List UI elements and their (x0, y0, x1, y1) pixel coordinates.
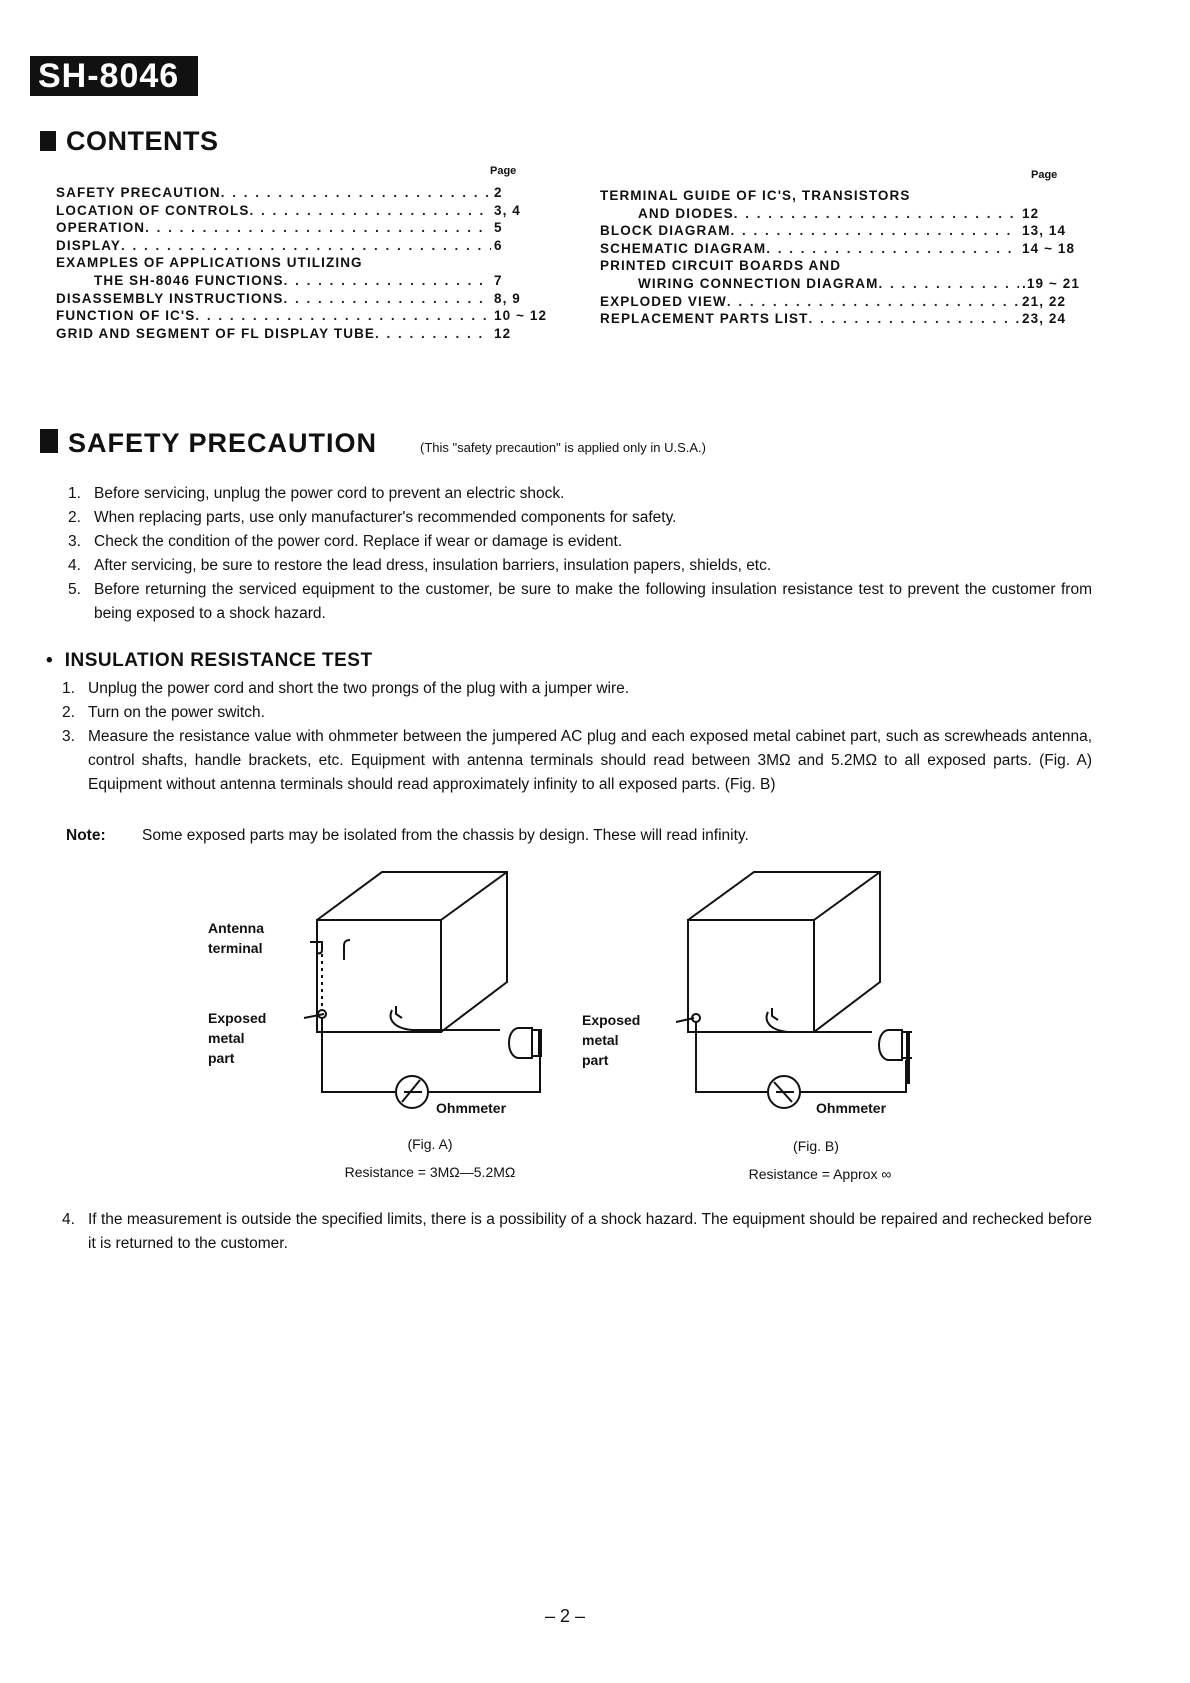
figure-a-diagram (300, 870, 570, 1110)
toc-leader (375, 325, 491, 343)
fig-a-exposed-label (208, 1008, 266, 1068)
toc-label: TERMINAL GUIDE OF IC'S, TRANSISTORS (600, 188, 911, 203)
item-number: 2. (68, 509, 81, 526)
toc-page: 12 (494, 325, 512, 341)
toc-page: 21, 22 (1022, 293, 1067, 309)
item-number: 1. (68, 485, 81, 502)
toc-label: THE SH-8046 FUNCTIONS (94, 272, 284, 288)
contents-left-list (56, 184, 556, 342)
antenna-label-line1: Antenna (208, 920, 264, 936)
insulation-title: INSULATION RESISTANCE TEST (64, 650, 373, 671)
toc-label: EXAMPLES OF APPLICATIONS UTILIZING (56, 255, 363, 271)
item-number: 5. (68, 581, 81, 598)
figure-b-diagram (676, 870, 936, 1110)
cabinet-front (688, 920, 814, 1032)
toc-leader (766, 240, 1019, 258)
toc-row (56, 219, 556, 237)
plug-icon (879, 1030, 902, 1060)
item-text: Before returning the serviced equipment to the customer, be sure to make the following insulation resistance test to prevent the customer from being exposed to a shock hazard. (94, 581, 1092, 622)
toc-label: BLOCK DIAGRAM (600, 223, 731, 239)
toc-label: DISPLAY (56, 237, 121, 253)
antenna-label-line2: terminal (208, 940, 263, 956)
toc-page: 7 (494, 272, 503, 288)
fig-b-caption: (Fig. B) (793, 1138, 839, 1154)
safety-heading (40, 428, 377, 459)
circuit-wire-right (426, 1056, 540, 1092)
contents-left-page-header: Page (490, 165, 517, 177)
bullet-icon: • (46, 650, 54, 671)
toc-row (56, 290, 556, 308)
toc-page: 10 ~ 12 (494, 308, 548, 324)
toc-leader (734, 205, 1019, 223)
safety-title: SAFETY PRECAUTION (68, 428, 378, 458)
toc-leader (879, 275, 1020, 293)
toc-label: WIRING CONNECTION DIAGRAM (638, 275, 879, 291)
toc-leader (727, 293, 1019, 311)
circuit-wire-left (322, 1018, 398, 1092)
antenna-hook-icon (344, 940, 350, 960)
fig-b-exposed-label (582, 1010, 640, 1070)
exposed-pointer (676, 1018, 694, 1022)
note-label: Note: (66, 827, 106, 844)
toc-row (56, 184, 556, 202)
toc-leader (283, 290, 491, 308)
toc-label: DISASSEMBLY INSTRUCTIONS (56, 290, 284, 306)
safety-scope-note: (This "safety precaution" is applied only in U.S.A.) (420, 440, 706, 455)
toc-row (600, 240, 1084, 258)
toc-page: 14 ~ 18 (1022, 240, 1076, 256)
toc-leader (121, 237, 491, 255)
list-item (62, 725, 1092, 797)
toc-page: 8, 9 (494, 290, 521, 306)
item-text: Measure the resistance value with ohmmeter between the jumpered AC plug and each exposed metal cabinet part, such as screwheads antenna, control shafts, handle brackets, etc. Equipment with antenna terminals should read between 3MΩ and 5.2MΩ to all exposed parts. (Fig. A) Equipment without antenna terminals should read approximately infinity to all exposed parts. (Fig. B) (88, 728, 1092, 793)
toc-row (56, 254, 556, 272)
toc-row (56, 307, 556, 325)
toc-row (600, 257, 1084, 275)
page-number: – 2 – (544, 1606, 586, 1626)
contents-title: CONTENTS (66, 126, 219, 156)
contents-right-list (600, 187, 1084, 328)
toc-page: 13, 14 (1022, 223, 1067, 239)
toc-row (56, 325, 556, 343)
toc-label: LOCATION OF CONTROLS (56, 202, 250, 218)
toc-page: 12 (1022, 205, 1040, 221)
cabinet-outline (317, 872, 507, 1032)
cabinet-edge (441, 872, 507, 920)
list-item (68, 530, 1092, 554)
toc-row (600, 222, 1084, 240)
item-number: 4. (68, 557, 81, 574)
toc-label: OPERATION (56, 220, 146, 236)
list-item (68, 578, 1092, 626)
toc-label: FUNCTION OF IC'S (56, 308, 196, 324)
toc-label: SAFETY PRECAUTION (56, 185, 221, 200)
insulation-list (62, 677, 1092, 797)
toc-row (600, 310, 1084, 328)
item-number: 3. (68, 533, 81, 550)
item-text: After servicing, be sure to restore the lead dress, insulation barriers, insulation papers, shields, etc. (94, 557, 772, 574)
item-text: Turn on the power switch. (88, 704, 265, 721)
item-text: Check the condition of the power cord. Replace if wear or damage is evident. (94, 533, 623, 550)
toc-leader (284, 272, 491, 290)
toc-label: SCHEMATIC DIAGRAM (600, 240, 767, 256)
model-badge: SH-8046 (30, 56, 198, 96)
item-number: 3. (62, 728, 75, 745)
toc-leader (250, 202, 492, 220)
cabinet-front (317, 920, 441, 1032)
toc-label: GRID AND SEGMENT OF FL DISPLAY TUBE (56, 325, 376, 341)
toc-row (56, 272, 556, 290)
toc-page: .19 ~ 21 (1022, 275, 1080, 291)
list-item (68, 506, 1092, 530)
circuit-wire-right (798, 1060, 906, 1092)
toc-leader (145, 219, 491, 237)
toc-row (56, 237, 556, 255)
toc-label: EXPLODED VIEW (600, 293, 727, 309)
item-text: When replacing parts, use only manufacturer's recommended components for safety. (94, 509, 677, 526)
note-text: Some exposed parts may be isolated from the chassis by design. These will read infinity. (142, 827, 749, 844)
item-text: Before servicing, unplug the power cord to prevent an electric shock. (94, 485, 565, 502)
toc-leader (731, 222, 1019, 240)
toc-row (600, 187, 1084, 205)
item-text: If the measurement is outside the specified limits, there is a possibility of a shock hazard. The equipment should be repaired and rechecked before it is returned to the customer. (88, 1211, 1092, 1252)
section-marker-icon (40, 131, 56, 151)
exposed-label-line2: metal (208, 1030, 245, 1046)
list-item (68, 554, 1092, 578)
safety-list (68, 482, 1092, 626)
toc-page: 23, 24 (1022, 311, 1067, 327)
fig-b-resistance: Resistance = Approx ∞ (748, 1166, 892, 1182)
fig-a-antenna-label (208, 918, 264, 958)
toc-row (600, 205, 1084, 223)
insulation-item-4 (62, 1208, 1092, 1256)
item-number: 2. (62, 704, 75, 721)
toc-row (56, 202, 556, 220)
exposed-label-line3: part (208, 1050, 235, 1066)
toc-page: 3, 4 (494, 202, 521, 218)
toc-leader (195, 307, 491, 325)
toc-row (600, 275, 1084, 293)
toc-leader (221, 184, 491, 202)
toc-page: 5 (494, 220, 503, 236)
contents-right-page-header: Page (1031, 169, 1058, 181)
toc-page: 6 (494, 237, 503, 253)
contents-heading (40, 126, 219, 157)
section-marker-icon (40, 429, 58, 453)
fig-b-ohmmeter-label: Ohmmeter (816, 1100, 887, 1116)
item-number: 1. (62, 680, 75, 697)
exposed-label-line2: metal (582, 1032, 619, 1048)
screw-icon (396, 1006, 402, 1018)
insulation-note (66, 824, 1096, 848)
power-cord (391, 1010, 500, 1030)
fig-a-ohmmeter-label: Ohmmeter (436, 1100, 507, 1116)
toc-leader (808, 310, 1019, 328)
item-text: Unplug the power cord and short the two prongs of the plug with a jumper wire. (88, 680, 630, 697)
list-item (68, 482, 1092, 506)
fig-a-caption: (Fig. A) (407, 1136, 453, 1152)
exposed-label-line1: Exposed (208, 1010, 267, 1026)
list-item (62, 701, 1092, 725)
toc-row (600, 293, 1084, 311)
cabinet-edge (814, 872, 880, 920)
exposed-label-line3: part (582, 1052, 609, 1068)
insulation-heading (46, 650, 373, 672)
fig-a-resistance: Resistance = 3MΩ—5.2MΩ (344, 1164, 516, 1180)
plug-icon (509, 1028, 532, 1058)
exposed-label-line1: Exposed (582, 1012, 641, 1028)
list-item (62, 677, 1092, 701)
cabinet-outline (688, 872, 880, 1032)
screw-icon (772, 1008, 778, 1020)
item-number: 4. (62, 1211, 75, 1228)
toc-label: AND DIODES (638, 205, 734, 221)
toc-label: PRINTED CIRCUIT BOARDS AND (600, 258, 842, 274)
toc-label: REPLACEMENT PARTS LIST (600, 311, 809, 327)
toc-page: 2 (494, 185, 503, 200)
